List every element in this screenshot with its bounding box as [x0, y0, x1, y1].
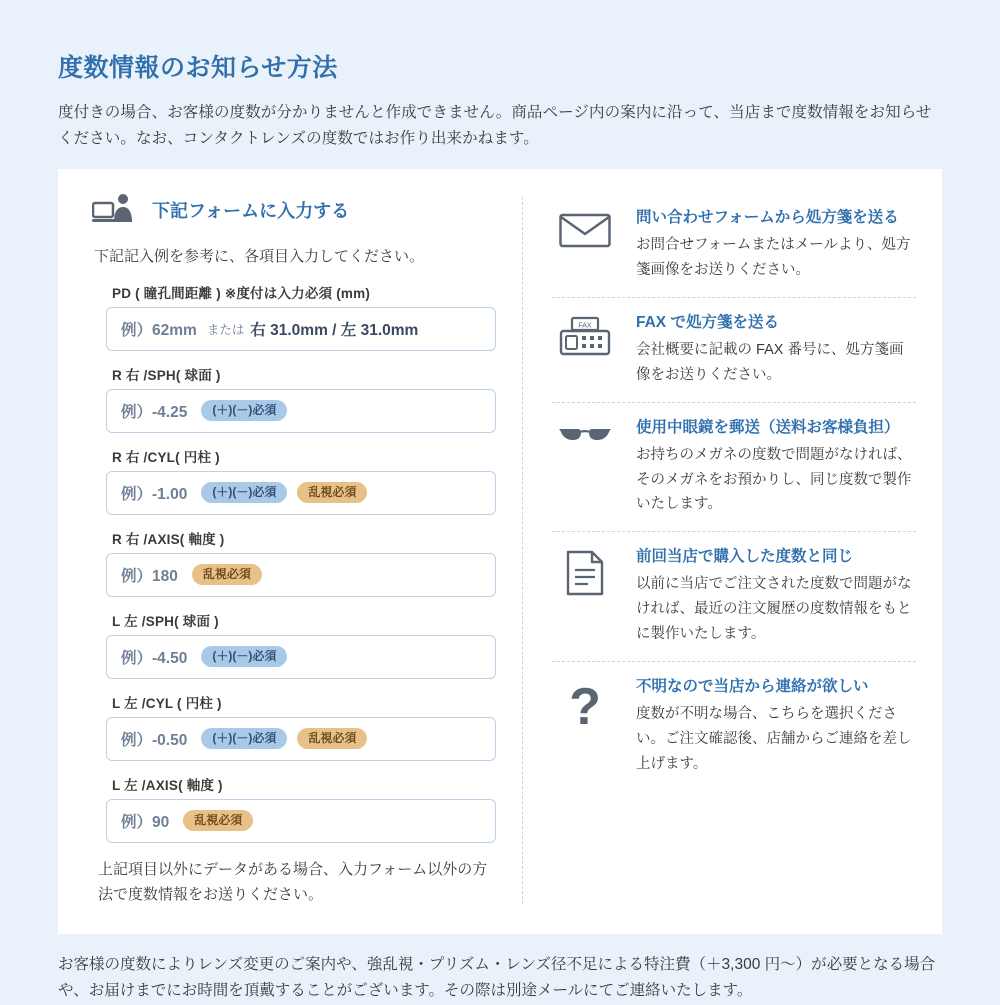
envelope-icon	[552, 205, 618, 249]
field-input-pd[interactable]	[106, 307, 496, 351]
form-input-subheading: 下記記入例を参考に、各項目入力してください。	[94, 247, 425, 265]
field-label-r-sph: R 右 /SPH( 球面 )	[112, 367, 221, 383]
method-item-inquiry-form[interactable]	[552, 193, 916, 297]
tag-astigmatism-required: 乱視必須	[297, 728, 367, 749]
method-body: 以前に当店でご注文された度数で問題がなければ、最近の注文履歴の度数情報をもとに製作いたします。	[636, 576, 912, 643]
field-label-l-sph: L 左 /SPH( 球面 )	[112, 613, 219, 629]
field-input-l-cyl[interactable]	[106, 717, 496, 761]
field-example-r-axis: 例）180	[121, 567, 178, 585]
field-example-l-axis: 例）90	[121, 813, 170, 831]
field-label-r-cyl: R 右 /CYL( 円柱 )	[112, 449, 220, 465]
tag-astigmatism-required: 乱視必須	[183, 810, 253, 831]
tag-astigmatism-required: 乱視必須	[297, 482, 367, 503]
field-label-l-axis: L 左 /AXIS( 軸度 )	[112, 777, 223, 793]
method-item-previous-order[interactable]	[552, 531, 916, 661]
method-title: 使用中眼鏡を郵送（送料お客様負担）	[636, 418, 900, 436]
field-input-l-axis[interactable]	[106, 799, 496, 843]
method-body: 度数が不明な場合、こちらを選択ください。ご注文確認後、店舗からご連絡を差し上げます。	[636, 706, 912, 773]
method-title: 前回当店で購入した度数と同じ	[636, 548, 854, 566]
field-example-suffix-pd: 右 31.0mm / 左 31.0mm	[250, 321, 419, 339]
tag-sign-required: (＋)(－)必須	[201, 482, 287, 503]
field-input-r-axis[interactable]	[106, 553, 496, 597]
glasses-icon	[552, 415, 618, 447]
method-title: FAX で処方箋を送る	[636, 313, 779, 331]
footer-note: お客様の度数によりレンズ変更のご案内や、強乱視・プリズム・レンズ径不足による特注費（＋3,300 円〜）が必要となる場合や、お届けまでにお時間を頂戴することがございます。その際は別途メールにてご連絡いたします。	[58, 955, 936, 1000]
info-panel	[58, 169, 942, 934]
field-label-r-axis: R 右 /AXIS( 軸度 )	[112, 531, 225, 547]
field-label-l-cyl: L 左 /CYL ( 円柱 )	[112, 695, 222, 711]
column-divider	[522, 197, 524, 904]
svg-text:FAX: FAX	[578, 322, 592, 330]
method-text-block	[636, 544, 916, 647]
method-item-unknown-contact[interactable]	[552, 661, 916, 791]
page-title: 度数情報のお知らせ方法	[58, 54, 338, 82]
form-input-footer-note: 上記項目以外にデータがある場合、入力フォーム以外の方法で度数情報をお送りください。	[98, 860, 488, 904]
tag-sign-required: (＋)(－)必須	[201, 646, 287, 667]
other-methods-column	[548, 193, 916, 908]
form-input-heading: 下記フォームに入力する	[152, 200, 350, 221]
method-item-mail-glasses[interactable]	[552, 402, 916, 532]
field-label-pd: PD ( 瞳孔間距離 ) ※度付は入力必須 (mm)	[112, 285, 371, 301]
method-text-block	[636, 674, 916, 777]
field-example-mid-pd: または	[206, 322, 245, 337]
method-title: 問い合わせフォームから処方箋を送る	[636, 208, 899, 226]
field-input-r-cyl[interactable]	[106, 471, 496, 515]
fax-icon	[552, 310, 618, 358]
method-text-block	[636, 205, 916, 283]
person-computer-icon	[92, 193, 138, 227]
method-body: 会社概要に記載の FAX 番号に、処方箋画像をお送りください。	[636, 341, 904, 383]
form-input-heading-row	[84, 193, 502, 227]
field-example-r-cyl: 例）-1.00	[121, 485, 188, 503]
field-example-l-sph: 例）-4.50	[121, 649, 188, 667]
field-input-l-sph[interactable]	[106, 635, 496, 679]
method-body: お問合せフォームまたはメールより、処方箋画像をお送りください。	[636, 236, 911, 278]
method-item-fax[interactable]	[552, 297, 916, 402]
tag-astigmatism-required: 乱視必須	[192, 564, 262, 585]
method-body: お持ちのメガネの度数で問題がなければ、そのメガネをお預かりし、同じ度数で製作いたします。	[636, 446, 912, 513]
tag-sign-required: (＋)(－)必須	[201, 400, 287, 421]
method-text-block	[636, 415, 916, 518]
field-example-r-sph: 例）-4.25	[121, 403, 188, 421]
form-input-column	[84, 193, 514, 908]
field-example-pd: 例）62mm	[121, 321, 197, 339]
field-input-r-sph[interactable]	[106, 389, 496, 433]
method-title: 不明なので当店から連絡が欲しい	[636, 678, 869, 696]
method-text-block	[636, 310, 916, 388]
field-example-l-cyl: 例）-0.50	[121, 731, 188, 749]
intro-text: 度付きの場合、お客様の度数が分かりませんと作成できません。商品ページ内の案内に沿って、当店まで度数情報をお知らせください。なお、コンタクトレンズの度数ではお作り出来かねます。	[58, 103, 932, 148]
document-icon	[552, 544, 618, 596]
tag-sign-required: (＋)(－)必須	[201, 728, 287, 749]
svg-text:?: ?	[569, 680, 601, 733]
question-mark-icon	[552, 674, 618, 732]
